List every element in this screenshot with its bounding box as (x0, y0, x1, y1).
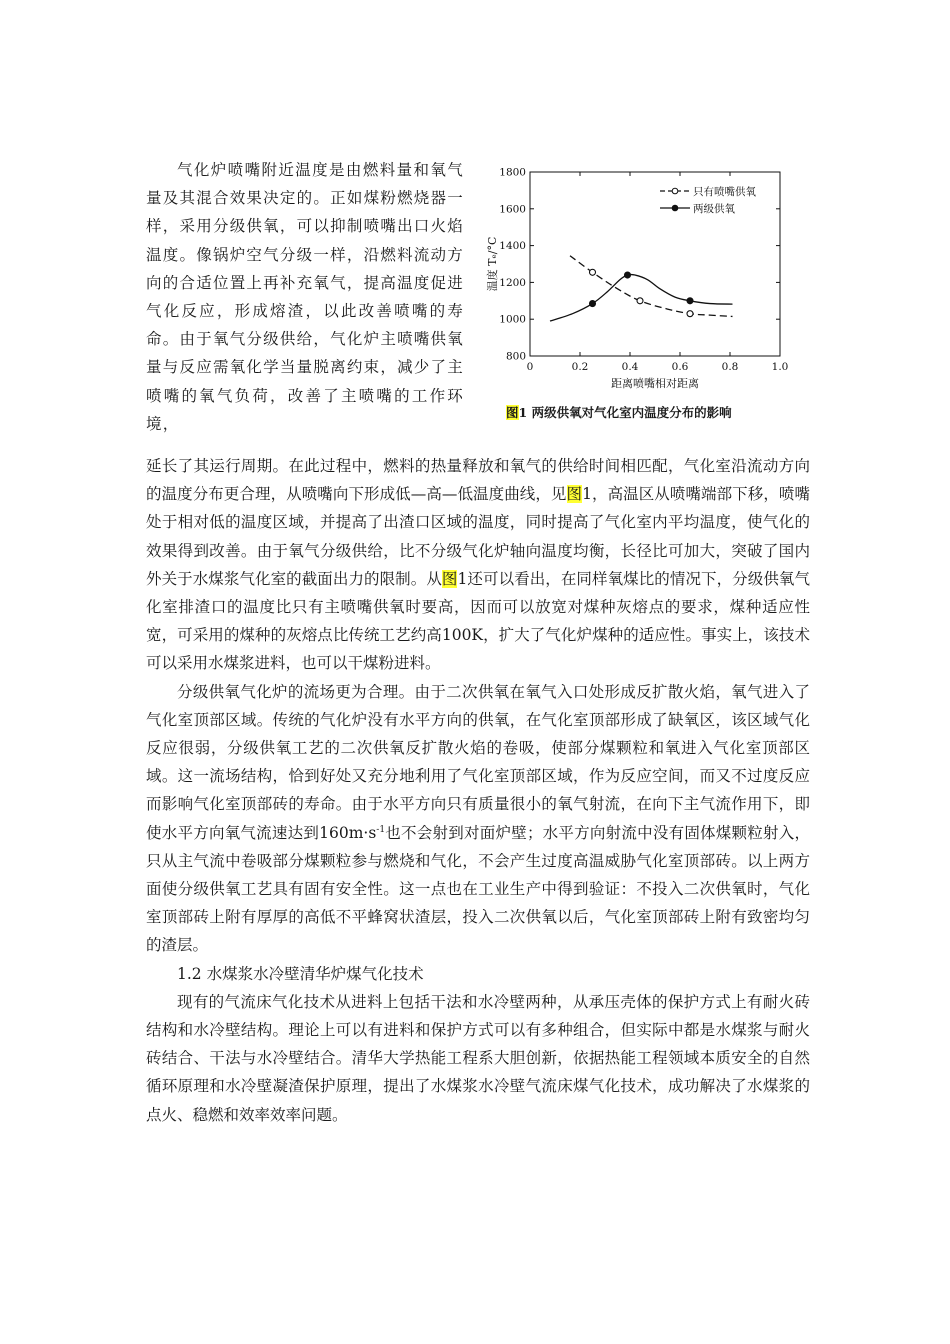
para2-part-b: 也不会射到对面炉壁；水平方向射流中没有固体煤颗粒射入，只从主气流中卷吸部分煤颗粒参与燃烧和气化，不会产生过度高温威胁气化室顶部砖。以上两方面使分级供氧工艺具有固有安全性。这一点也在工业生产中得到验证：不投入二次供氧时，气化室顶部砖上附有厚厚的高低不平蜂窝状渣层，投入二次供氧以后，气化室顶部砖上附有致密均匀的渣层。 (146, 823, 810, 955)
x-axis-label: 距离喷嘴相对距离 (611, 377, 699, 390)
y-tick-label: 1400 (499, 240, 526, 253)
paragraph-3: 现有的气流床气化技术从进料上包括干法和水冷壁两种，从承压壳体的保护方式上有耐火砖结构和水冷壁结构。理论上可以有进料和保护方式可以有多种组合，但实际中都是水煤浆与耐火砖结合、干法与水冷壁结合。清华大学热能工程系大胆创新，依据热能工程领域本质安全的自然循环原理和水冷壁凝渣保护原理，提出了水煤浆水冷壁气流床煤气化技术，成功解决了水煤浆的点火、稳燃和效率效率问题。 (146, 992, 810, 1124)
paragraph-wrap: 气化炉喷嘴附近温度是由燃料量和氧气量及其混合效果决定的。正如煤粉燃烧器一样，采用分级供氧，可以抑制喷嘴出口火焰温度。像锅炉空气分级一样，沿燃料流动方向的合适位置上再补充氧气，提高温度促进气化反应，形成熔渣，以此改善喷嘴的寿命。由于氧气分级供给，气化炉主喷嘴供氧量与反应需氧化学当量脱离约束，减少了主喷嘴的氧气负荷，改善了主喷嘴的工作环境， (146, 161, 464, 433)
y-axis-label: 温度 Tₑ/°C (486, 236, 499, 292)
caption-figure-label: 图 (506, 405, 519, 420)
y-tick-label: 1200 (499, 276, 526, 289)
x-tick-label: 0.6 (671, 361, 689, 373)
series-2-point (687, 298, 693, 304)
series-line-1 (570, 256, 733, 317)
y-tick-label: 1800 (499, 166, 526, 179)
full-width-column (146, 452, 810, 1129)
figure-ref-link[interactable]: 图 (441, 569, 458, 588)
y-tick-label: 800 (505, 350, 526, 363)
x-tick-label: 0 (526, 361, 534, 373)
series-1-point (687, 311, 693, 317)
paragraph-2 (146, 678, 810, 960)
x-tick-label: 1.0 (771, 361, 789, 373)
legend-marker (672, 205, 678, 211)
x-tick-label: 0.8 (721, 361, 739, 373)
paragraph-1 (146, 452, 810, 678)
series-1-point (590, 269, 596, 275)
temperature-chart (484, 160, 804, 400)
plot-frame (530, 172, 780, 356)
section-heading: 1.2 水煤浆水冷壁清华炉煤气化技术 (177, 964, 424, 983)
legend-label: 只有喷嘴供氧 (693, 186, 756, 198)
series-2-point (590, 301, 596, 307)
caption-text: 1 两级供氧对气化室内温度分布的影响 (518, 405, 732, 420)
para1-part-b: 1，高温区从喷嘴端部下移，喷嘴处于相对低的温度区域，并提高了出渣口区域的温度，同时提高了气化室内平均温度，使气化的效果得到改善。由于氧气分级供给，比不分级气化炉轴向温度均衡，长径比可加大，突破了国内外关于水煤浆气化室的截面出力的限制。从 (146, 485, 810, 588)
figure-ref-link[interactable]: 图 (566, 485, 583, 504)
y-tick-label: 1600 (499, 203, 526, 216)
superscript: -1 (376, 824, 386, 835)
figure-1 (484, 160, 804, 430)
legend-label: 两级供氧 (693, 203, 735, 215)
series-1-point (637, 298, 643, 304)
para1-part-a: 延长了其运行周期。在此过程中，燃料的热量释放和氧气的供给时间相匹配，气化室沿流动方向的温度分布更合理，从喷嘴向下形成低—高—低温度曲线，见 (146, 457, 810, 504)
para1-part-c: 1还可以看出，在同样氧煤比的情况下，分级供氧气化室排渣口的温度比只有主喷嘴供氧时要高，因而可以放宽对煤种灰熔点的要求，煤种适应性宽，可采用的煤种的灰熔点比传统工艺约高100K，扩大了气化炉煤种的适应性。事实上，该技术可以采用水煤浆进料，也可以干煤粉进料。 (146, 569, 810, 673)
series-2-point (625, 272, 631, 278)
figure-caption (506, 403, 732, 421)
y-tick-label: 1000 (499, 313, 526, 326)
para2-part-a: 分级供氧气化炉的流场更为合理。由于二次供氧在氧气入口处形成反扩散火焰，氧气进入了气化室顶部区域。传统的气化炉没有水平方向的供氧，在气化室顶部形成了缺氧区，该区域气化反应很弱，分级供氧工艺的二次供氧反扩散火焰的卷吸，使部分煤颗粒和氧进入气化室顶部区域。这一流场结构，恰到好处又充分地利用了气化室顶部区域，作为反应空间，而又不过度反应而影响气化室顶部砖的寿命。由于水平方向只有质量很小的氧气射流，在向下主气流作用下，即使水平方向氧气流速达到160m·s (146, 682, 810, 842)
legend-marker (672, 188, 678, 194)
wrapped-column (146, 156, 464, 438)
x-tick-label: 0.4 (621, 361, 639, 373)
x-tick-label: 0.2 (571, 361, 589, 373)
